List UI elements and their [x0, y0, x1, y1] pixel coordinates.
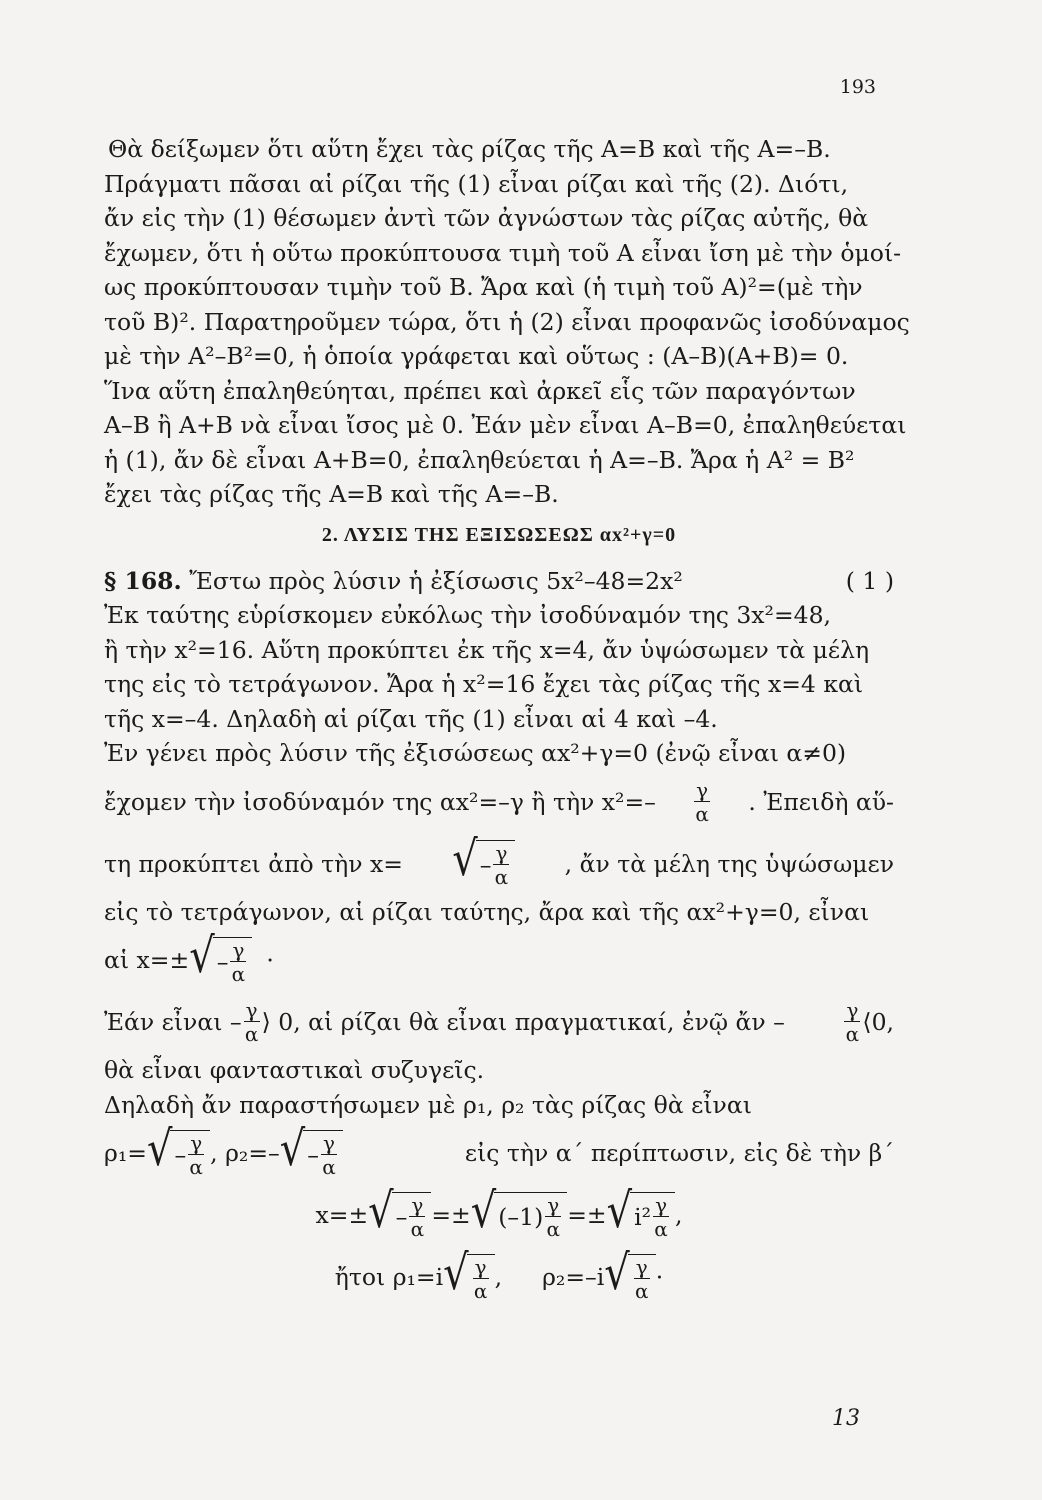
text-segment: τη προκύπτει ἀπὸ τὴν x=	[104, 849, 403, 878]
radical-sign-icon: √	[470, 1183, 497, 1239]
text-segment: ρ₁=	[104, 1139, 147, 1167]
equation-text: Ἔστω πρὸς λύσιν ἡ ἐξίσωσις 5x²–48=2x²	[189, 566, 683, 595]
math-line	[104, 1246, 894, 1308]
text-segment: ἤτοι ρ₁=i	[334, 1263, 444, 1291]
math-line	[104, 1184, 894, 1246]
radical-sign-icon: √	[279, 1121, 306, 1177]
paragraph-168-line	[104, 564, 894, 599]
text-segment: ,	[494, 1263, 503, 1291]
text-line: ἢ τὴν x²=16. Αὕτη προκύπτει ἐκ τῆς x=4, ἄν ὑψώσωμεν τὰ μέλη	[104, 635, 870, 664]
text-segment: =±	[431, 1201, 471, 1229]
square-root	[604, 1245, 655, 1303]
square-root	[452, 831, 515, 889]
text-line: Ἵνα αὕτη ἐπαληθεύηται, πρέπει καὶ ἀρκεῖ εἷς τῶν παραγόντων	[104, 376, 856, 405]
numerator: γ	[696, 777, 709, 802]
text-line: Ἐν γένει πρὸς λύσιν τῆς ἐξισώσεως αx²+γ=0 (ἐνῷ εἶναι α≠0)	[104, 739, 847, 767]
radical-sign-icon: √	[443, 1245, 469, 1301]
radical-sign-icon: √	[604, 1245, 630, 1301]
fraction-gamma-alpha	[244, 1000, 260, 1044]
radical-sign-icon: √	[146, 1121, 173, 1177]
text-segment: i²	[634, 1202, 652, 1231]
fraction-gamma-alpha	[188, 1130, 204, 1179]
text-line: εἰς τὸ τετράγωνον, αἱ ρίζαι ταύτης, ἄρα καὶ τῆς αx²+γ=0, εἶναι	[104, 897, 870, 926]
numerator: γ	[323, 1130, 335, 1155]
text-line: Α–Β ἢ Α+Β νὰ εἶναι ἴσος μὲ 0. Ἐάν μὲν εἶναι Α–Β=0, ἐπαληθεύεται	[104, 411, 907, 439]
text-line: ως προκύπτουσαν τιμὴν τοῦ Β. Ἄρα καὶ (ἡ τιμὴ τοῦ Α)²=(μὲ τὴν	[104, 273, 863, 301]
text-line: τοῦ Β)². Παρατηροῦμεν τώρα, ὅτι ἡ (2) εἶναι προφανῶς ἰσοδύναμος	[104, 307, 910, 336]
equation-number: ( 1 )	[845, 566, 894, 595]
square-root	[146, 1121, 210, 1179]
fraction-gamma-alpha	[545, 1192, 561, 1241]
radical-sign-icon: √	[606, 1183, 633, 1239]
section-label: § 168.	[104, 566, 182, 595]
minus-sign: –	[479, 851, 492, 879]
fraction-gamma-alpha	[634, 1254, 650, 1303]
fraction-gamma-alpha	[694, 777, 710, 826]
fraction-gamma-alpha	[409, 1192, 425, 1241]
denominator: α	[473, 1278, 488, 1303]
square-root	[189, 928, 252, 986]
fraction-gamma-alpha	[473, 1254, 489, 1303]
text-segment: Ἐάν εἶναι –	[104, 1008, 242, 1036]
text-line: τῆς x=–4. Δηλαδὴ αἱ ρίζαι τῆς (1) εἶναι αἱ 4 καὶ –4.	[104, 704, 718, 733]
section-heading: 2. ΛΥΣΙΣ ΤΗΣ ΕΞΙΣΩΣΕΩΣ αx²+γ=0	[321, 523, 677, 546]
numerator: γ	[245, 998, 258, 1022]
minus-sign: –	[395, 1202, 408, 1231]
radical-sign-icon: √	[452, 831, 478, 887]
math-line	[104, 929, 894, 991]
text-segment: , ἄν τὰ μέλη της ὑψώσωμεν	[564, 849, 894, 878]
denominator: α	[845, 1022, 860, 1046]
text-line: ἔχει τὰς ρίζας τῆς Α=Β καὶ τῆς Α=–Β.	[104, 480, 559, 508]
text-line: Δηλαδὴ ἄν παραστήσωμεν μὲ ρ₁, ρ₂ τὰς ρίζας θὰ εἶναι	[104, 1090, 752, 1119]
numerator: γ	[190, 1130, 203, 1155]
text-line: Ἐκ ταύτης εὑρίσκομεν εὐκόλως τὴν ἰσοδύναμόν της 3x²=48,	[104, 601, 832, 629]
text-line: ἡ (1), ἄν δὲ εἶναι Α+Β=0, ἐπαληθεύεται ἡ Α=–Β. Ἄρα ἡ Α² = Β²	[104, 445, 855, 474]
numerator: γ	[232, 937, 245, 962]
fraction-gamma-alpha	[844, 1000, 860, 1044]
text-segment: . Ἐπειδὴ αὕ-	[748, 787, 894, 816]
minus-sign: –	[216, 947, 229, 976]
denominator: α	[189, 1154, 203, 1179]
numerator: γ	[474, 1254, 487, 1279]
radical-sign-icon: √	[189, 928, 215, 984]
denominator: α	[635, 1278, 649, 1303]
text-line: Θὰ δείξωμεν ὅτι αὕτη ἔχει τὰς ρίζας τῆς Α=Β καὶ τῆς Α=–Β.	[108, 135, 831, 163]
text-segment: ⟨0,	[862, 1008, 894, 1036]
numerator: γ	[635, 1254, 648, 1279]
denominator: α	[410, 1216, 425, 1241]
numerator: γ	[655, 1192, 668, 1217]
numerator: γ	[846, 998, 859, 1022]
text-segment: (–1)	[498, 1202, 544, 1231]
square-root	[443, 1245, 494, 1303]
radical-sign-icon: √	[368, 1183, 394, 1239]
page-number: 193	[839, 76, 876, 98]
text-segment: =±	[567, 1201, 607, 1229]
text-line: θὰ εἶναι φανταστικαὶ συζυγεῖς.	[104, 1056, 485, 1084]
text-segment: x=±	[315, 1201, 369, 1229]
numerator: γ	[547, 1192, 560, 1217]
text-segment: εἰς τὴν α΄ περίπτωσιν, εἰς δὲ τὴν β΄	[464, 1139, 894, 1167]
text-segment: ἔχομεν τὴν ἰσοδύναμόν της αx²=–γ ἢ τὴν x²=–	[104, 787, 656, 816]
text-segment: ·	[655, 1263, 664, 1291]
page-body	[104, 132, 910, 1308]
denominator: α	[546, 1216, 561, 1241]
text-segment: ρ₂=–i	[542, 1263, 605, 1291]
square-root	[606, 1183, 675, 1241]
math-line	[104, 1122, 894, 1184]
signature-mark: 13	[832, 1406, 860, 1431]
text-line: ἄν εἰς τὴν (1) θέσωμεν ἀντὶ τῶν ἀγνώστων τὰς ρίζας αὐτῆς, θὰ	[104, 204, 869, 232]
fraction-gamma-alpha	[493, 843, 509, 887]
fraction-gamma-alpha	[653, 1192, 669, 1241]
square-root	[368, 1183, 431, 1241]
text-line: ἔχωμεν, ὅτι ἡ οὕτω προκύπτουσα τιμὴ τοῦ Α εἶναι ἴση μὲ τὴν ὁμοί-	[104, 238, 902, 267]
text-segment: ,	[675, 1201, 683, 1229]
numerator: γ	[411, 1192, 424, 1217]
fraction-gamma-alpha	[321, 1130, 337, 1179]
text-segment: , ρ₂=–	[210, 1139, 280, 1167]
text-segment: αἱ x=±	[104, 946, 190, 974]
denominator: α	[654, 1216, 668, 1241]
math-line	[104, 991, 894, 1053]
text-segment: ⟩ 0, αἱ ρίζαι θὰ εἶναι πραγματικαί, ἐνῷ ἄν –	[261, 1008, 785, 1036]
numerator: γ	[495, 841, 508, 865]
denominator: α	[322, 1154, 336, 1179]
denominator: α	[494, 865, 509, 889]
fraction-gamma-alpha	[230, 937, 246, 986]
math-line	[104, 833, 894, 895]
denominator: α	[244, 1022, 259, 1046]
square-root	[470, 1183, 568, 1241]
text-line: της εἰς τὸ τετράγωνον. Ἄρα ἡ x²=16 ἔχει τὰς ρίζας τῆς x=4 καὶ	[104, 670, 864, 698]
text-line: Πράγματι πᾶσαι αἱ ρίζαι τῆς (1) εἶναι ρίζαι καὶ τῆς (2). Διότι,	[104, 169, 849, 198]
denominator: α	[695, 801, 709, 826]
text-line: μὲ τὴν Α²–Β²=0, ἡ ὁποία γράφεται καὶ οὕτως : (Α–Β)(Α+Β)= 0.	[104, 342, 849, 370]
minus-sign: –	[174, 1140, 187, 1169]
square-root	[279, 1121, 343, 1179]
math-line	[104, 771, 894, 833]
text-segment: ·	[266, 946, 274, 974]
denominator: α	[231, 961, 246, 986]
minus-sign: –	[307, 1140, 320, 1169]
